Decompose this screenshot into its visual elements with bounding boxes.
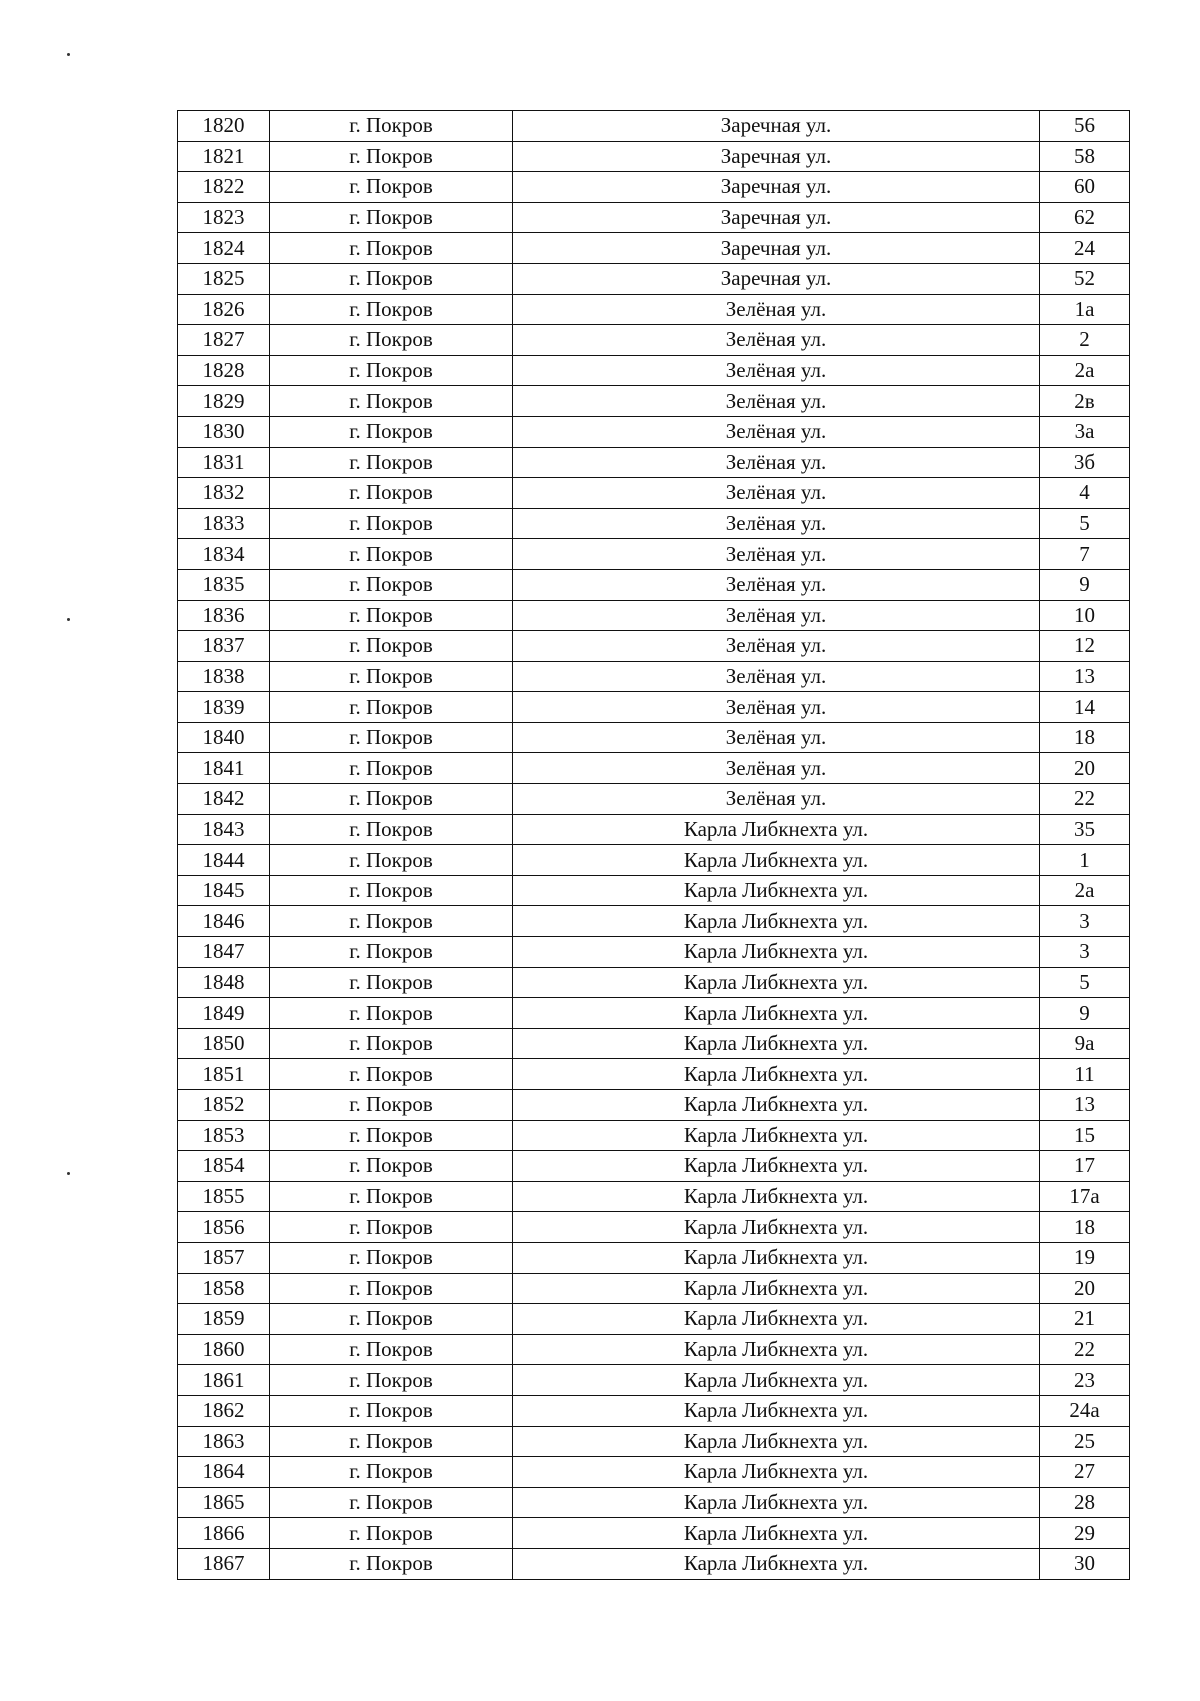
table-row [178,355,1130,386]
row-number-cell: 1855 [178,1181,270,1212]
house-number-cell: 17 [1040,1151,1130,1182]
house-number-cell: 58 [1040,141,1130,172]
row-number-cell: 1823 [178,202,270,233]
house-number-cell: 1 [1040,845,1130,876]
table-row [178,692,1130,723]
row-number-cell: 1856 [178,1212,270,1243]
table-row [178,845,1130,876]
table-row [178,1212,1130,1243]
street-cell: Карла Либкнехта ул. [513,814,1040,845]
street-cell: Зелёная ул. [513,478,1040,509]
house-number-cell: 2в [1040,386,1130,417]
city-cell: г. Покров [270,1059,513,1090]
table-row [178,998,1130,1029]
street-cell: Карла Либкнехта ул. [513,1334,1040,1365]
table-row [178,1273,1130,1304]
house-number-cell: 9а [1040,1028,1130,1059]
row-number-cell: 1860 [178,1334,270,1365]
city-cell: г. Покров [270,1518,513,1549]
house-number-cell: 24а [1040,1395,1130,1426]
city-cell: г. Покров [270,753,513,784]
house-number-cell: 10 [1040,600,1130,631]
street-cell: Карла Либкнехта ул. [513,1181,1040,1212]
street-cell: Зелёная ул. [513,508,1040,539]
city-cell: г. Покров [270,355,513,386]
table-row [178,875,1130,906]
row-number-cell: 1863 [178,1426,270,1457]
house-number-cell: 11 [1040,1059,1130,1090]
table-row [178,386,1130,417]
row-number-cell: 1838 [178,661,270,692]
row-number-cell: 1854 [178,1151,270,1182]
row-number-cell: 1844 [178,845,270,876]
street-cell: Зелёная ул. [513,416,1040,447]
street-cell: Зелёная ул. [513,355,1040,386]
street-cell: Зелёная ул. [513,386,1040,417]
row-number-cell: 1824 [178,233,270,264]
house-number-cell: 9 [1040,569,1130,600]
street-cell: Зелёная ул. [513,539,1040,570]
row-number-cell: 1820 [178,111,270,142]
table-row [178,1365,1130,1396]
house-number-cell: 2а [1040,355,1130,386]
row-number-cell: 1822 [178,172,270,203]
row-number-cell: 1852 [178,1090,270,1121]
city-cell: г. Покров [270,967,513,998]
city-cell: г. Покров [270,1212,513,1243]
table-row [178,753,1130,784]
street-cell: Карла Либкнехта ул. [513,967,1040,998]
city-cell: г. Покров [270,1151,513,1182]
table-row [178,508,1130,539]
row-number-cell: 1842 [178,784,270,815]
house-number-cell: 22 [1040,784,1130,815]
street-cell: Карла Либкнехта ул. [513,1028,1040,1059]
city-cell: г. Покров [270,1181,513,1212]
row-number-cell: 1845 [178,875,270,906]
house-number-cell: 52 [1040,263,1130,294]
house-number-cell: 2 [1040,325,1130,356]
table-row [178,447,1130,478]
row-number-cell: 1847 [178,937,270,968]
city-cell: г. Покров [270,998,513,1029]
street-cell: Карла Либкнехта ул. [513,1120,1040,1151]
table-row [178,233,1130,264]
house-number-cell: 13 [1040,1090,1130,1121]
scan-speck [67,1172,70,1175]
table-row [178,814,1130,845]
house-number-cell: 5 [1040,967,1130,998]
table-row [178,478,1130,509]
city-cell: г. Покров [270,600,513,631]
city-cell: г. Покров [270,661,513,692]
city-cell: г. Покров [270,325,513,356]
table-row [178,294,1130,325]
street-cell: Зелёная ул. [513,600,1040,631]
row-number-cell: 1859 [178,1304,270,1335]
table-row [178,325,1130,356]
house-number-cell: 13 [1040,661,1130,692]
street-cell: Заречная ул. [513,263,1040,294]
table-row [178,1548,1130,1579]
city-cell: г. Покров [270,1426,513,1457]
row-number-cell: 1851 [178,1059,270,1090]
table-row [178,172,1130,203]
house-number-cell: 21 [1040,1304,1130,1335]
city-cell: г. Покров [270,447,513,478]
city-cell: г. Покров [270,294,513,325]
street-cell: Карла Либкнехта ул. [513,1426,1040,1457]
house-number-cell: 22 [1040,1334,1130,1365]
row-number-cell: 1849 [178,998,270,1029]
table-row [178,1028,1130,1059]
house-number-cell: 3а [1040,416,1130,447]
row-number-cell: 1862 [178,1395,270,1426]
city-cell: г. Покров [270,508,513,539]
address-table-body [178,111,1130,1580]
street-cell: Заречная ул. [513,233,1040,264]
table-row [178,1518,1130,1549]
house-number-cell: 20 [1040,1273,1130,1304]
house-number-cell: 30 [1040,1548,1130,1579]
table-row [178,1151,1130,1182]
house-number-cell: 12 [1040,631,1130,662]
table-row [178,1334,1130,1365]
city-cell: г. Покров [270,1365,513,1396]
city-cell: г. Покров [270,845,513,876]
street-cell: Карла Либкнехта ул. [513,1395,1040,1426]
table-row [178,202,1130,233]
row-number-cell: 1829 [178,386,270,417]
city-cell: г. Покров [270,539,513,570]
address-table [177,110,1130,1580]
house-number-cell: 3 [1040,937,1130,968]
city-cell: г. Покров [270,263,513,294]
city-cell: г. Покров [270,233,513,264]
city-cell: г. Покров [270,1334,513,1365]
table-row [178,722,1130,753]
street-cell: Зелёная ул. [513,325,1040,356]
row-number-cell: 1837 [178,631,270,662]
house-number-cell: 19 [1040,1242,1130,1273]
table-row [178,937,1130,968]
street-cell: Карла Либкнехта ул. [513,1548,1040,1579]
row-number-cell: 1848 [178,967,270,998]
house-number-cell: 29 [1040,1518,1130,1549]
street-cell: Заречная ул. [513,111,1040,142]
city-cell: г. Покров [270,111,513,142]
table-row [178,1457,1130,1488]
house-number-cell: 56 [1040,111,1130,142]
street-cell: Карла Либкнехта ул. [513,998,1040,1029]
row-number-cell: 1843 [178,814,270,845]
table-row [178,1242,1130,1273]
row-number-cell: 1834 [178,539,270,570]
house-number-cell: 3 [1040,906,1130,937]
table-row [178,1181,1130,1212]
city-cell: г. Покров [270,1548,513,1579]
street-cell: Карла Либкнехта ул. [513,1365,1040,1396]
street-cell: Карла Либкнехта ул. [513,1059,1040,1090]
house-number-cell: 60 [1040,172,1130,203]
row-number-cell: 1831 [178,447,270,478]
row-number-cell: 1826 [178,294,270,325]
city-cell: г. Покров [270,1242,513,1273]
table-row [178,539,1130,570]
row-number-cell: 1867 [178,1548,270,1579]
street-cell: Карла Либкнехта ул. [513,1212,1040,1243]
city-cell: г. Покров [270,1487,513,1518]
city-cell: г. Покров [270,875,513,906]
city-cell: г. Покров [270,937,513,968]
city-cell: г. Покров [270,141,513,172]
street-cell: Заречная ул. [513,202,1040,233]
table-row [178,416,1130,447]
scan-speck [67,53,70,56]
house-number-cell: 18 [1040,1212,1130,1243]
city-cell: г. Покров [270,1028,513,1059]
table-row [178,569,1130,600]
table-row [178,631,1130,662]
row-number-cell: 1836 [178,600,270,631]
street-cell: Карла Либкнехта ул. [513,1090,1040,1121]
house-number-cell: 2а [1040,875,1130,906]
house-number-cell: 1а [1040,294,1130,325]
row-number-cell: 1833 [178,508,270,539]
row-number-cell: 1866 [178,1518,270,1549]
street-cell: Зелёная ул. [513,722,1040,753]
street-cell: Карла Либкнехта ул. [513,1518,1040,1549]
table-row [178,1090,1130,1121]
city-cell: г. Покров [270,1395,513,1426]
row-number-cell: 1850 [178,1028,270,1059]
city-cell: г. Покров [270,1273,513,1304]
city-cell: г. Покров [270,1120,513,1151]
house-number-cell: 27 [1040,1457,1130,1488]
city-cell: г. Покров [270,416,513,447]
street-cell: Зелёная ул. [513,569,1040,600]
house-number-cell: 18 [1040,722,1130,753]
street-cell: Карла Либкнехта ул. [513,875,1040,906]
city-cell: г. Покров [270,814,513,845]
city-cell: г. Покров [270,569,513,600]
row-number-cell: 1857 [178,1242,270,1273]
table-row [178,1304,1130,1335]
street-cell: Зелёная ул. [513,447,1040,478]
row-number-cell: 1865 [178,1487,270,1518]
house-number-cell: 4 [1040,478,1130,509]
table-row [178,906,1130,937]
street-cell: Карла Либкнехта ул. [513,1487,1040,1518]
street-cell: Зелёная ул. [513,661,1040,692]
row-number-cell: 1830 [178,416,270,447]
row-number-cell: 1840 [178,722,270,753]
house-number-cell: 17а [1040,1181,1130,1212]
city-cell: г. Покров [270,722,513,753]
street-cell: Карла Либкнехта ул. [513,937,1040,968]
row-number-cell: 1864 [178,1457,270,1488]
table-row [178,784,1130,815]
house-number-cell: 23 [1040,1365,1130,1396]
street-cell: Зелёная ул. [513,784,1040,815]
street-cell: Карла Либкнехта ул. [513,1242,1040,1273]
row-number-cell: 1846 [178,906,270,937]
table-row [178,111,1130,142]
street-cell: Карла Либкнехта ул. [513,906,1040,937]
city-cell: г. Покров [270,172,513,203]
table-row [178,1059,1130,1090]
house-number-cell: 62 [1040,202,1130,233]
city-cell: г. Покров [270,386,513,417]
table-row [178,1487,1130,1518]
street-cell: Карла Либкнехта ул. [513,1273,1040,1304]
city-cell: г. Покров [270,1090,513,1121]
street-cell: Карла Либкнехта ул. [513,1151,1040,1182]
row-number-cell: 1835 [178,569,270,600]
house-number-cell: 20 [1040,753,1130,784]
house-number-cell: 35 [1040,814,1130,845]
row-number-cell: 1825 [178,263,270,294]
street-cell: Заречная ул. [513,172,1040,203]
row-number-cell: 1828 [178,355,270,386]
row-number-cell: 1839 [178,692,270,723]
table-row [178,661,1130,692]
house-number-cell: 3б [1040,447,1130,478]
table-row [178,263,1130,294]
scan-speck [67,618,70,621]
city-cell: г. Покров [270,1304,513,1335]
row-number-cell: 1861 [178,1365,270,1396]
house-number-cell: 14 [1040,692,1130,723]
house-number-cell: 15 [1040,1120,1130,1151]
city-cell: г. Покров [270,784,513,815]
table-row [178,141,1130,172]
table-row [178,1395,1130,1426]
table-row [178,1120,1130,1151]
city-cell: г. Покров [270,631,513,662]
row-number-cell: 1832 [178,478,270,509]
house-number-cell: 5 [1040,508,1130,539]
table-row [178,967,1130,998]
street-cell: Зелёная ул. [513,631,1040,662]
row-number-cell: 1853 [178,1120,270,1151]
row-number-cell: 1827 [178,325,270,356]
street-cell: Карла Либкнехта ул. [513,1457,1040,1488]
street-cell: Карла Либкнехта ул. [513,845,1040,876]
row-number-cell: 1858 [178,1273,270,1304]
city-cell: г. Покров [270,692,513,723]
house-number-cell: 24 [1040,233,1130,264]
street-cell: Карла Либкнехта ул. [513,1304,1040,1335]
house-number-cell: 9 [1040,998,1130,1029]
house-number-cell: 28 [1040,1487,1130,1518]
street-cell: Заречная ул. [513,141,1040,172]
table-row [178,600,1130,631]
house-number-cell: 25 [1040,1426,1130,1457]
street-cell: Зелёная ул. [513,753,1040,784]
city-cell: г. Покров [270,202,513,233]
city-cell: г. Покров [270,478,513,509]
row-number-cell: 1821 [178,141,270,172]
row-number-cell: 1841 [178,753,270,784]
street-cell: Зелёная ул. [513,692,1040,723]
city-cell: г. Покров [270,906,513,937]
street-cell: Зелёная ул. [513,294,1040,325]
city-cell: г. Покров [270,1457,513,1488]
house-number-cell: 7 [1040,539,1130,570]
table-row [178,1426,1130,1457]
